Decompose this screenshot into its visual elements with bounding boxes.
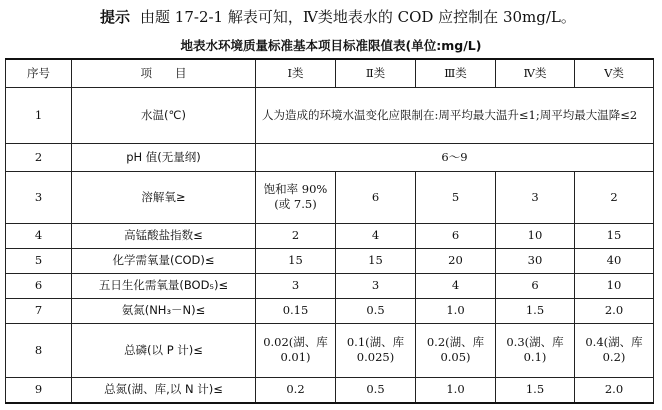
- cell-class-1: 0.02(湖、库 0.01): [256, 323, 336, 377]
- cell-class-1: 0.2: [256, 377, 336, 403]
- cell-class-4: 30: [496, 248, 575, 273]
- header-class-3: Ⅲ类: [416, 59, 496, 87]
- hint-line: [100, 6, 576, 27]
- cell-class-1: 饱和率 90%(或 7.5): [256, 171, 336, 223]
- cell-class-1: 2: [256, 223, 336, 248]
- row-no: 1: [6, 87, 72, 143]
- table-row: [6, 87, 654, 143]
- cell-class-3: 6: [416, 223, 496, 248]
- row-no: 7: [6, 298, 72, 323]
- cell-class-2: 0.5: [336, 377, 416, 403]
- cell-class-5: 10: [575, 273, 654, 298]
- row-item: 氨氮(NH₃－N)≤: [72, 298, 256, 323]
- cell-class-1: 15: [256, 248, 336, 273]
- row-no: 6: [6, 273, 72, 298]
- row-span-value: 6～9: [256, 143, 654, 171]
- cell-class-2: 15: [336, 248, 416, 273]
- cell-class-5: 0.4(湖、库 0.2): [575, 323, 654, 377]
- cell-class-3: 1.0: [416, 298, 496, 323]
- table-row: [6, 298, 654, 323]
- row-item: pH 值(无量纲): [72, 143, 256, 171]
- table-row: [6, 377, 654, 403]
- cell-class-2: 0.5: [336, 298, 416, 323]
- cell-class-5: 2.0: [575, 377, 654, 403]
- row-item: 溶解氧≥: [72, 171, 256, 223]
- row-no: 8: [6, 323, 72, 377]
- cell-class-5: 40: [575, 248, 654, 273]
- cell-class-4: 1.5: [496, 298, 575, 323]
- cell-class-5: 2.0: [575, 298, 654, 323]
- header-item: 项 目: [72, 59, 256, 87]
- header-no: 序号: [6, 59, 72, 87]
- cell-class-1: 0.15: [256, 298, 336, 323]
- cell-class-3: 1.0: [416, 377, 496, 403]
- cell-class-4: 1.5: [496, 377, 575, 403]
- cell-class-2: 4: [336, 223, 416, 248]
- cell-class-3: 0.2(湖、库 0.05): [416, 323, 496, 377]
- cell-class-4: 6: [496, 273, 575, 298]
- header-class-4: Ⅳ类: [496, 59, 575, 87]
- row-no: 2: [6, 143, 72, 171]
- header-row: [6, 59, 654, 87]
- cell-class-4: 3: [496, 171, 575, 223]
- header-class-5: Ⅴ类: [575, 59, 654, 87]
- cell-class-2: 6: [336, 171, 416, 223]
- row-item: 水温(℃): [72, 87, 256, 143]
- row-item: 五日生化需氧量(BOD₅)≤: [72, 273, 256, 298]
- row-item: 总磷(以 P 计)≤: [72, 323, 256, 377]
- table-row: [6, 248, 654, 273]
- cell-class-1: 3: [256, 273, 336, 298]
- hint-label: 提示: [100, 8, 131, 26]
- row-no: 4: [6, 223, 72, 248]
- row-item: 高锰酸盐指数≤: [72, 223, 256, 248]
- row-no: 3: [6, 171, 72, 223]
- table-row: [6, 171, 654, 223]
- cell-class-5: 2: [575, 171, 654, 223]
- row-no: 5: [6, 248, 72, 273]
- cell-class-3: 5: [416, 171, 496, 223]
- table-row: [6, 143, 654, 171]
- cell-class-3: 4: [416, 273, 496, 298]
- table-row: [6, 273, 654, 298]
- cell-class-5: 15: [575, 223, 654, 248]
- table-row: [6, 323, 654, 377]
- header-class-1: Ⅰ类: [256, 59, 336, 87]
- table-title: 地表水环境质量标准基本项目标准限值表(单位:mg/L): [180, 38, 482, 53]
- row-item: 化学需氧量(COD)≤: [72, 248, 256, 273]
- header-class-2: Ⅱ类: [336, 59, 416, 87]
- cell-class-4: 10: [496, 223, 575, 248]
- standard-limits-table: [5, 58, 654, 404]
- row-no: 9: [6, 377, 72, 403]
- cell-class-2: 3: [336, 273, 416, 298]
- table-row: [6, 223, 654, 248]
- row-item: 总氮(湖、库,以 N 计)≤: [72, 377, 256, 403]
- hint-text: 由题 17-2-1 解表可知，Ⅳ类地表水的 COD 应控制在 30mg/L。: [140, 8, 576, 26]
- row-span-value: 人为造成的环境水温变化应限制在:周平均最大温升≤1;周平均最大温降≤2: [256, 87, 654, 143]
- cell-class-3: 20: [416, 248, 496, 273]
- cell-class-2: 0.1(湖、库 0.025): [336, 323, 416, 377]
- cell-class-4: 0.3(湖、库 0.1): [496, 323, 575, 377]
